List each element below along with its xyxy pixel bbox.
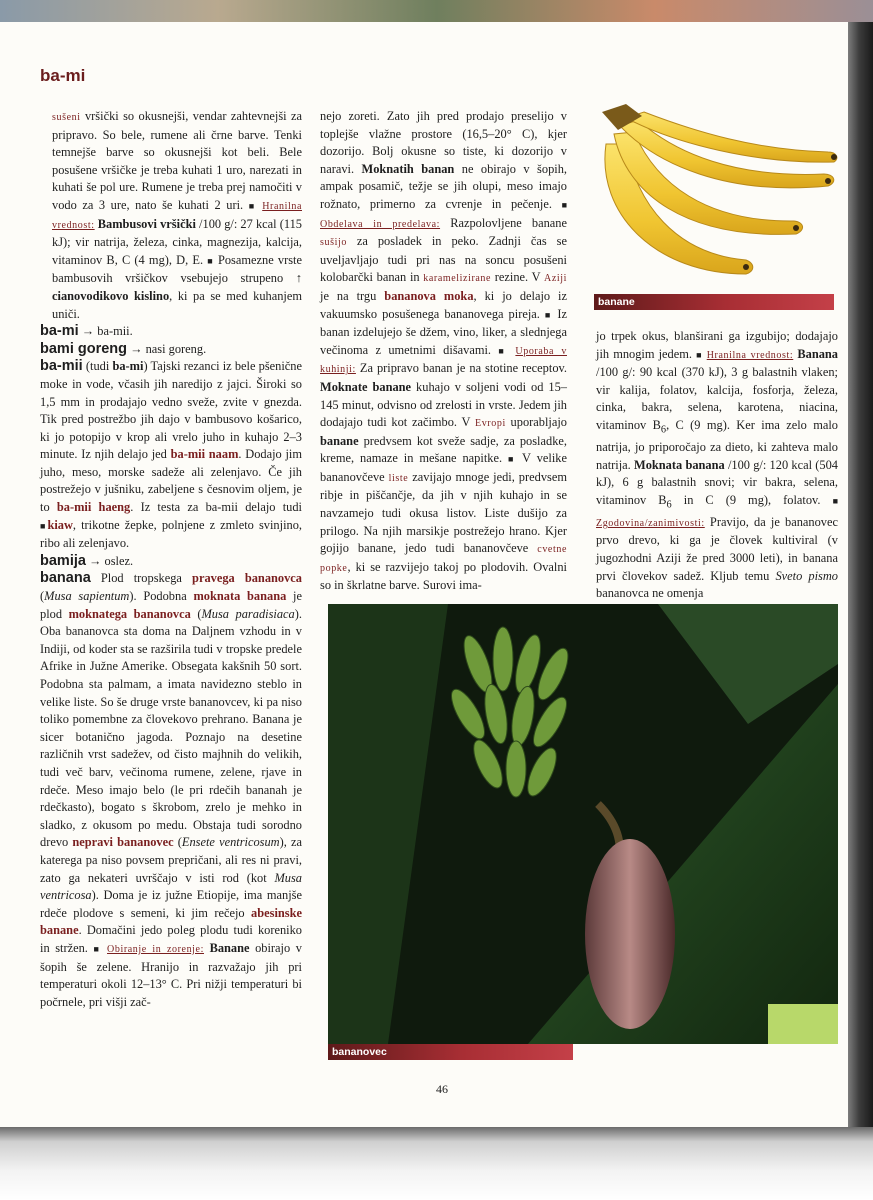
entry-banana: banana Plod tropskega pravega bananovca (Musa sapientum). Podobna moknata banana je plod moknatega bananovca (Musa paradisiaca). Oba bananovca sta doma na Daljnem vzhodu in v Indiji, od koder sta se razširila tudi v tropske predele Afrike in Južne Amerike. Obsegata kakšnih 50 sort. Podobna sta palmam, a imata navidezno steblo in velike liste. So še druge vrste bananovcev, ki pa niso toliko pomembne za človekovo prehrano. Banana je sicer botanično jagoda. Poznajo na desetine različnih vrst sadežev, od čisto majhnih do velikih, tudi več barv, večinoma rumene, zelene, rjave in rdeče. Meso imajo belo (le pri rdečih bananah je rdečkasto), bogato s škrobom, zrelo je mehko in sladko, z okusom po medu. Obstaja tudi sorodno drevo nepravi bananovec (Ensete ventricosum), za katerega pa niso povsem prepričani, ali res ni pravi, zato ga nekateri uvrščajo v isti rod (kot Musa ventricosa). Doma je iz južne Etiopije, ima manjše rdeče plodove s semeni, ki jim rečejo abesinske banane. Domačini jedo poleg plodu tudi koreniko in stržen. ■ Obiranje in zorenje: Banane obirajo v šopih še zelene. Hranijo in razvažajo jih pri temperaturi okoli 12–13° C. Pri nižji temperaturi bi počrnele, pri višji zač-: [40, 570, 303, 1009]
square-bullet-icon: ■: [561, 199, 567, 210]
square-bullet-icon: ■: [508, 454, 517, 465]
entry-ba-mi: ba-mi → ba-mii.: [40, 323, 133, 340]
crossref-cianovodikova: ↑ cianovodikovo kislino: [52, 271, 302, 303]
column-3: [596, 328, 838, 603]
section-history: Zgodovina/zanimivosti:: [596, 517, 705, 529]
section-kitchen-use: Uporaba v kuhinji:: [320, 345, 567, 376]
scan-top-edge: [0, 0, 873, 22]
section-processing: Obdelava in predelava:: [320, 218, 441, 230]
square-bullet-icon: ■: [832, 495, 838, 506]
entry-bamija: bamija → oslez.: [40, 552, 134, 569]
caption-bananovec: bananovec: [328, 1044, 573, 1060]
entry-ba-mii: ba-mii (tudi ba-mi) Tajski rezanci iz bele pšenične moke in vode, včasih jih naredijo z jajci. Široki so 1,5 mm in prodajajo vedno sveže, zvite v gnezda. Tik pred postrežbo jih dajo v bambusovo košarico, ki jo potopijo v krop ali vrelo juho in kuhajo 2–3 minute. Iz njih delajo jed ba-mii naam. Dodajo jim juho, meso, morske sadeže ali zelenjavo. Če jih postrežejo v jušniku, zabeljene s česnovim oljem, je to ba-mii haeng. Iz testa za ba-mii delajo tudi ■kiaw, trikotne žepke, polnjene z zmleto svinjino, ribo ali zelenjavo.: [40, 358, 303, 551]
banana-tree-photo: [328, 604, 838, 1044]
banana-continued: nejo zoreti. Zato jih pred prodajo preselijo v toplejše vlažne prostore (16,5–20° C), kjer dozorijo. Bolj okusne so tiste, ki dozorijo v naravi. Moknatih banan ne obirajo v šopih, ampak posamič, težje se jih olupi, meso imajo rožnato, primerno za cvrenje in pečenje. ■ Obdelava in predelava: Razpolovljene banane sušijo za posladek in peko. Zadnji čas se uveljavljajo tudi pri nas na soncu posušeni kolobarčki banan in karamelizirane rezine. V Aziji je na trgu bananova moka, ki jo delajo iz vakuumsko posušenega bananovega pireja. ■ Iz banan izdelujejo še džem, vino, liker, a slednjega večinoma z umetnimi dišavami. ■ Uporaba v kuhinji: Za pripravo banan je na stotine receptov. Moknate banane kuhajo v soljeni vodi od 15–145 minut, odvisno od zrelosti in vrste. Jedem jih dodajajo tudi kot začimbo. V Evropi uporabljajo banane predvsem kot sveže sadje, za posladke, kreme, namaze in mešane napitke. ■ V velike bananovčeve liste zavijajo mnoge jedi, predvsem ribje in piščančje, da jih v njih kuhajo in se navzamejo tudi okusa listov. Liste dušijo za prilogo. Na njih marsikje postrežejo hrano. Kjer gojijo banane, jedo tudi bananovčeve cvetne popke, ki se razvijejo takoj po plodovih. Ovalni so in škrlatne barve. Surovi ima-: [320, 109, 568, 593]
scan-bottom-edge: [0, 1127, 873, 1200]
section-nutrition-banana: Hranilna vrednost:: [706, 349, 794, 361]
square-bullet-icon: ■: [498, 345, 509, 356]
square-bullet-icon: ■: [544, 309, 553, 320]
running-header: ba-mi: [40, 66, 86, 85]
section-nutrition: Hranilna vrednost:: [52, 200, 302, 231]
column-1: [40, 108, 302, 1011]
square-bullet-icon: ■: [40, 520, 48, 531]
square-bullet-icon: ■: [248, 200, 257, 211]
book-spine-shadow: [848, 22, 873, 1127]
caption-banane: banane: [594, 294, 834, 310]
banana-bunch-image: [596, 104, 838, 314]
square-bullet-icon: ■: [696, 349, 703, 360]
section-harvest: Obiranje in zorenje:: [107, 943, 204, 955]
square-bullet-icon: ■: [93, 943, 102, 954]
entry-bami-goreng: bami goreng → nasi goreng.: [40, 340, 207, 357]
page-number: 46: [436, 1082, 448, 1096]
bamboo-paragraph: sušeni vršički so okusnejši, vendar zahtevnejši za pripravo. So bele, rumene ali črne barve. Tenki temnejše barve so okusnejši kot beli. Bele posušene vršičke je treba kuhati 1 uro, narezati in kuhati še pol ure. Rumene je treba prej namočiti v vodo za 3 ure, nato še kuhati 2 uri. ■ Hranilna vrednost: Bambusovi vršički /100 g/: 27 kcal (115 kJ); vir natrija, železa, cinka, magnezija, kalcija, vitaminov B, C (4 mg), D, E. ■ Posamezne vrste bambusovih vršičkov vsebujejo strupeno ↑ cianovodikovo kislino, ki pa se med kuhanjem uniči.: [52, 109, 302, 321]
square-bullet-icon: ■: [207, 255, 214, 266]
banana-continued-2: jo trpek okus, blanširani ga izgubijo; dodajajo jih mnogim jedem. ■ Hranilna vrednost: Banana /100 g/: 90 kcal (370 kJ), 3 g balastnih vlaken; vir kalija, folatov, kalcija, fosforja, železa, cinka, bakra, selena, karotena, niacina, vitaminov $B_6$, C (9 mg). Ker ima zelo malo natrija, jo priporočajo za dieto, ki zahteva malo natrija. Moknata banana /100 g/: 120 kcal (504 kJ), 6 g balastnih snovi; vir bakra, selena, vitaminov $B_6$ in C (9 mg), folatov. ■ Zgodovina/zanimivosti: Pravijo, da je bananovec prvo drevo, ki ga je človek kultiviral (v jugozhodni Aziji že pred 3000 leti), in banana prvi človekov sadež. Kljub temu Sveto pismo bananovca ne omenja: [596, 329, 839, 601]
column-2: [320, 108, 567, 595]
